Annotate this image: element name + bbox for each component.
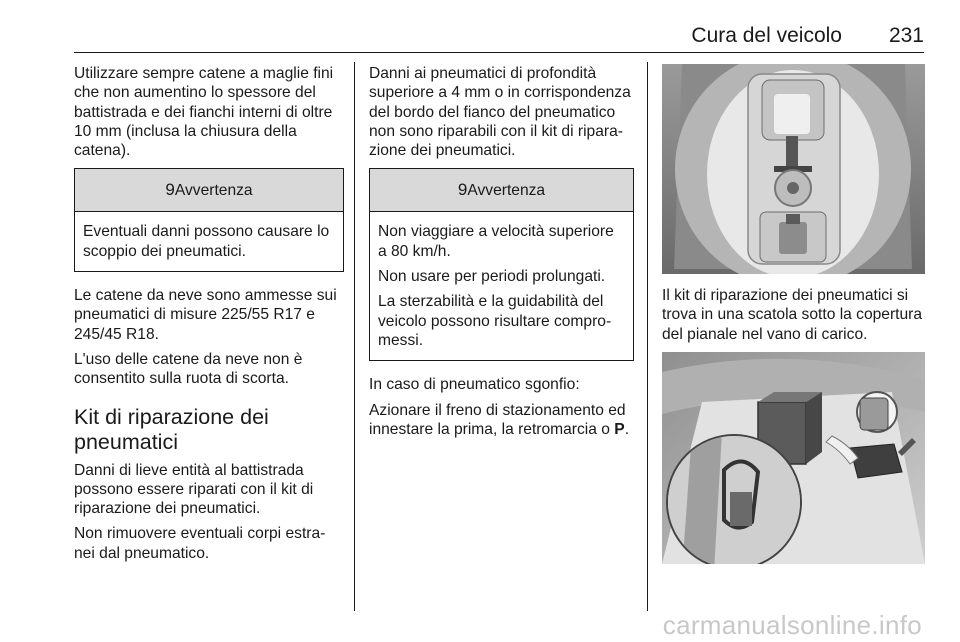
cargo-area-illustration xyxy=(662,352,925,564)
warning-title: Avvertenza xyxy=(174,182,253,200)
paragraph: L'uso delle catene da neve non è consentito sulla ruota di scorta. xyxy=(74,350,303,388)
paragraph: Utilizzare sempre catene a maglie fini che non aumentino lo spessore del battistrada e dei fianchi interni di oltre 10 mm (inclusa la chiusura della catena). xyxy=(74,65,334,160)
warning-body xyxy=(75,212,343,271)
warning-triangle-icon: 9 xyxy=(457,180,468,200)
figure-caption: Il kit di riparazione dei pneumatici si trova in una scatola sotto la copertura del pianale nel vano di carico. xyxy=(662,287,923,343)
paragraph: Le catene da neve sono ammesse sui pneumatici di misure 225/55 R17 e 245/45 R18. xyxy=(74,287,337,343)
watermark: carmanualsonline.info xyxy=(662,610,922,640)
page-header xyxy=(74,18,924,53)
warning-text: La sterzabilità e la guidabilità del veicolo possono risultare compro-messi. xyxy=(378,293,612,349)
warning-header xyxy=(370,169,633,212)
warning-text: Eventuali danni possono causare lo scoppio dei pneumatici. xyxy=(83,223,330,260)
warning-triangle-icon: 9 xyxy=(165,180,175,200)
paragraph: Non rimuovere eventuali corpi estra-nei dal pneumatico. xyxy=(74,525,326,562)
paragraph: Danni ai pneumatici di profondità superiore a 4 mm o in corrispondenza del bordo del fianco del pneumatico non sono riparabili con il kit di ripara-zione dei pneumatici. xyxy=(369,65,631,160)
column-divider xyxy=(354,62,355,611)
warning-box xyxy=(369,168,634,361)
paragraph: In caso di pneumatico sgonfio: xyxy=(369,376,580,394)
page-number: 231 xyxy=(888,24,924,47)
paragraph: Danni di lieve entità al battistrada possono essere riparati con il kit di riparazione dei pneumatici. xyxy=(74,461,314,518)
tire-repair-kit-stowage-illustration xyxy=(662,64,925,274)
section-heading: Kit di riparazione dei pneumatici xyxy=(74,404,269,454)
warning-header xyxy=(75,169,343,212)
warning-title: Avvertenza xyxy=(467,182,546,200)
column-2 xyxy=(369,64,634,445)
column-3 xyxy=(662,64,928,564)
section-title: Cura del veicolo xyxy=(691,24,842,47)
warning-text: Non usare per periodi prolungati. xyxy=(378,268,606,286)
warning-body xyxy=(370,212,633,360)
paragraph: Azionare il freno di stazionamento ed innestare la prima, la retromarcia o P. xyxy=(369,401,630,438)
column-divider xyxy=(647,62,648,611)
column-1 xyxy=(74,64,344,569)
warning-text: Non viaggiare a velocità superiore a 80 km/h. xyxy=(378,223,614,260)
warning-box xyxy=(74,168,344,272)
